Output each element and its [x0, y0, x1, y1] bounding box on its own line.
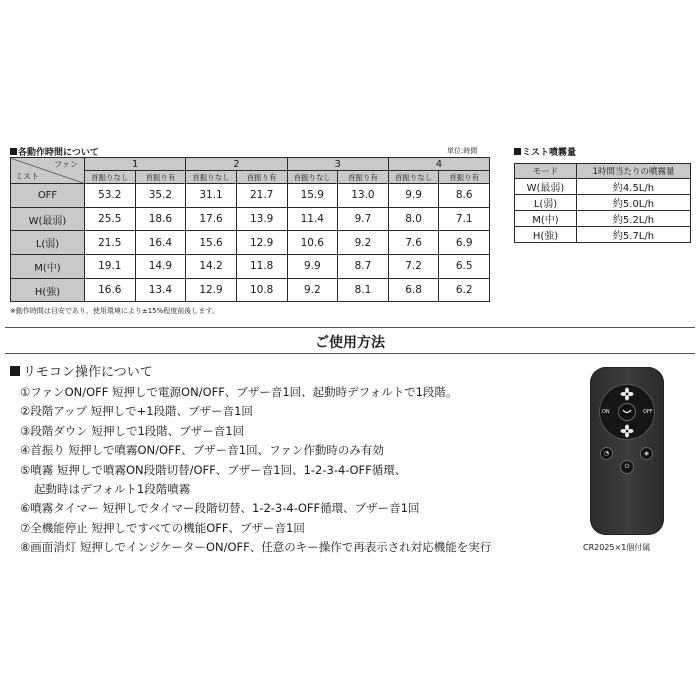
time-cell: 11.8: [236, 255, 287, 279]
list-item: ①ファンON/OFF 短押しで電源ON/OFF、ブザー音1回、起動時デフォルトで1段階。: [20, 385, 458, 399]
list-item: ⑧画面消灯 短押しでインジケーターON/OFF、任意のキー操作で再表示され対応機能を実行: [20, 540, 492, 555]
time-cell: 35.2: [135, 184, 186, 208]
time-cell: 6.8: [388, 278, 439, 302]
fan-icon: [620, 387, 634, 401]
table-row: [11, 278, 490, 302]
remote-on-label: ON: [602, 409, 610, 415]
mist-mode-cell: L(弱): [11, 231, 85, 255]
remote-section-title: リモコン操作について: [10, 361, 153, 380]
time-cell: 16.6: [85, 278, 136, 302]
time-cell: 8.1: [338, 278, 389, 302]
mist-mode-cell: W(最弱): [11, 207, 85, 231]
divider: [5, 353, 695, 354]
mist-mode-cell: M(中): [11, 255, 85, 279]
square-bullet-icon: [10, 366, 20, 376]
amount-cell: 約4.5L/h: [577, 179, 691, 195]
amount-cell: 約5.2L/h: [577, 211, 691, 227]
remote-right-button: ◈: [640, 447, 653, 460]
fan-level-header: 4: [388, 158, 489, 171]
square-bullet-icon: [10, 148, 17, 155]
time-cell: 15.6: [186, 231, 237, 255]
time-cell: 13.9: [236, 207, 287, 231]
mist-volume-table: [514, 163, 691, 243]
time-cell: 7.6: [388, 231, 439, 255]
fan-level-header: 3: [287, 158, 388, 171]
operating-time-title: 各動作時間について: [10, 145, 99, 158]
time-cell: 6.5: [439, 255, 490, 279]
time-cell: 8.0: [388, 207, 439, 231]
fan-level-header: 1: [85, 158, 186, 171]
list-item: ③段階ダウン 短押しで1段階、ブザー音1回: [20, 423, 245, 438]
swing-header: 首振り有: [338, 171, 389, 184]
time-cell: 10.8: [236, 278, 287, 302]
time-cell: 17.6: [186, 207, 237, 231]
no-swing-header: 首振りなし: [388, 171, 439, 184]
instruction-list: [20, 383, 580, 558]
table-row: [515, 211, 691, 227]
list-item: ④首振り 短押しで噴霧ON/OFF、ブザー音1回、ファン作動時のみ有効: [20, 443, 384, 458]
table-row: [515, 227, 691, 243]
amount-cell: 約5.0L/h: [577, 195, 691, 211]
remote-off-label: OFF: [643, 409, 653, 415]
power-icon: ⏻: [620, 460, 634, 474]
fan-level-header: 2: [186, 158, 287, 171]
time-cell: 53.2: [85, 184, 136, 208]
time-cell: 13.0: [338, 184, 389, 208]
time-cell: 16.4: [135, 231, 186, 255]
time-cell: 21.7: [236, 184, 287, 208]
time-cell: 31.1: [186, 184, 237, 208]
mode-cell: M(中): [515, 211, 577, 227]
no-swing-header: 首振りなし: [186, 171, 237, 184]
time-cell: 9.9: [287, 255, 338, 279]
operating-time-table: [10, 157, 490, 302]
swing-header: 首振り有: [439, 171, 490, 184]
mode-cell: L(弱): [515, 195, 577, 211]
time-cell: 21.5: [85, 231, 136, 255]
table-header-row: [515, 164, 691, 179]
unit-label: 単位:時間: [447, 147, 478, 155]
time-cell: 9.9: [388, 184, 439, 208]
time-cell: 11.4: [287, 207, 338, 231]
mist-fan-icon: [620, 424, 634, 438]
amount-header: 1時間当たりの噴霧量: [577, 164, 691, 179]
square-bullet-icon: [514, 148, 521, 155]
time-cell: 19.1: [85, 255, 136, 279]
time-cell: 18.6: [135, 207, 186, 231]
divider: [5, 327, 695, 328]
table-row: [11, 231, 490, 255]
time-cell: 15.9: [287, 184, 338, 208]
table-row: [515, 179, 691, 195]
battery-caption: CR2025×1個付属: [583, 543, 651, 552]
usage-title: ご使用方法: [315, 335, 385, 351]
list-item: 起動時はデフォルト1段階噴霧: [34, 482, 191, 497]
time-cell: 25.5: [85, 207, 136, 231]
table-header-row: [11, 158, 490, 171]
remote-control-image: [590, 367, 664, 535]
table-row: [11, 255, 490, 279]
table-row: [11, 184, 490, 208]
time-cell: 9.7: [338, 207, 389, 231]
time-cell: 9.2: [338, 231, 389, 255]
swing-header: 首振り有: [135, 171, 186, 184]
time-cell: 9.2: [287, 278, 338, 302]
list-item: ⑥噴霧タイマー 短押しでタイマー段階切替、1-2-3-4-OFF循環、ブザー音1回: [20, 501, 420, 516]
no-swing-header: 首振りなし: [287, 171, 338, 184]
mist-mode-cell: OFF: [11, 184, 85, 208]
time-cell: 6.2: [439, 278, 490, 302]
time-cell: 8.7: [338, 255, 389, 279]
remote-left-button: ◔: [600, 447, 613, 460]
mode-cell: W(最弱): [515, 179, 577, 195]
time-cell: 14.9: [135, 255, 186, 279]
time-cell: 7.1: [439, 207, 490, 231]
operating-time-note: ※動作時間は目安であり、使用環境により±15%程度前後します。: [10, 307, 219, 315]
time-cell: 13.4: [135, 278, 186, 302]
list-item: ⑦全機能停止 短押しですべての機能OFF、ブザー音1回: [20, 520, 305, 535]
mode-header: モード: [515, 164, 577, 179]
swing-header: 首振り有: [236, 171, 287, 184]
table-corner-cell: [11, 158, 85, 184]
mist-mode-cell: H(強): [11, 278, 85, 302]
corner-mist-label: ミスト: [15, 172, 39, 181]
mist-volume-title: ミスト噴霧量: [514, 145, 576, 158]
time-cell: 7.2: [388, 255, 439, 279]
time-cell: 12.9: [186, 278, 237, 302]
mode-cell: H(強): [515, 227, 577, 243]
corner-fan-label: ファン: [54, 160, 78, 169]
table-row: [515, 195, 691, 211]
time-cell: 6.9: [439, 231, 490, 255]
time-cell: 12.9: [236, 231, 287, 255]
time-cell: 8.6: [439, 184, 490, 208]
list-item: ②段階アップ 短押しで+1段階、ブザー音1回: [20, 404, 253, 419]
table-row: [11, 207, 490, 231]
smile-icon: [622, 409, 632, 415]
time-cell: 10.6: [287, 231, 338, 255]
list-item: ⑤噴霧 短押しで噴霧ON段階切替/OFF、ブザー音1回、1-2-3-4-OFF循環、: [20, 462, 407, 477]
amount-cell: 約5.7L/h: [577, 227, 691, 243]
time-cell: 14.2: [186, 255, 237, 279]
remote-center-button: [618, 403, 636, 421]
no-swing-header: 首振りなし: [85, 171, 136, 184]
